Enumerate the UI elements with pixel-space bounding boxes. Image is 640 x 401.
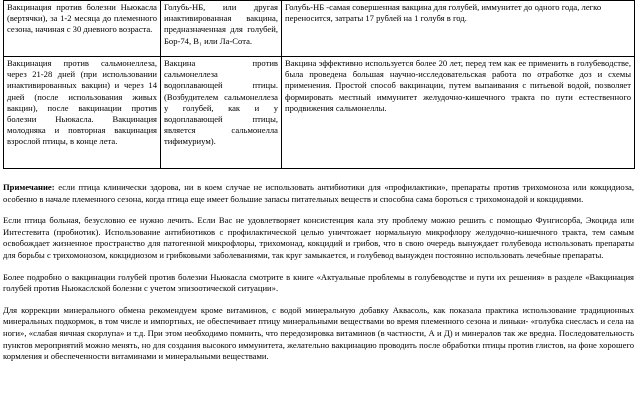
note-text: если птица клинически здорова, ни в коем случае не использовать антибиотики для «профилактики», препараты против трихомоноза или кокцидиоза, особенно в начале племенного сезона, когда птица еще имеет большие запасы питательных веществ и способна сама бороться с трихомонадой и кокцидиями.	[3, 182, 634, 204]
table-row	[4, 1, 635, 57]
vaccination-table	[3, 0, 635, 169]
treatment-paragraph: Если птица больная, безусловно ее нужно лечить. Если Вас не удовлетворяет консистенция кала эту проблему можно решить с помощью Фунгисорба, Экоцида или Интестевита (пробиотик). Использование антибиотиков с профилактической целью уничтожает нормальную микрофлору желудочно-кишечного тракта, тем самым освобождает жизненное пространство для патогенной микрофлоры, трихомонад, кокцидий и грибов, что в свою очередь вынуждает голубевода использовать препараты для борьбы с трихомонозом, кокцидиозом и грибковыми заболеваниями, так круг замыкается, и голубевод вынужден постоянно использовать лечебные препараты.	[3, 215, 634, 260]
table-row	[4, 57, 635, 169]
book-reference-paragraph: Более подробно о вакцинации голубей против болезни Ньюкасла смотрите в книге «Актуальные проблемы в голубеводстве и пути их решения» в разделе «Вакцинация голубей против Ньюкаслской болезни с учетом эпизоотической ситуации».	[3, 271, 634, 294]
table-cell: Вакцинация против сальмонеллеза, через 21-28 дней (при использовании инактивированных вакцин) и через 14 дней (после использования живых вакцин), после вакцинации против болезни Ньюкасла. Вакцинация молодняка и повторная вакцинация взрослой птицы, в конце лета.	[4, 57, 161, 169]
table-cell: Вакцина против сальмонеллеза водоплавающей птицы. (Возбудителем сальмонеллеза у голубей, как и у водоплавающей птицы, является сальмонелла тифимуриум).	[161, 57, 282, 169]
note-label: Примечание:	[3, 182, 55, 192]
table-cell: Вакцинация против болезни Ньюкасла (вертячки), за 1-2 месяца до племенного сезона, начиная с 30 дневного возраста.	[4, 1, 161, 57]
note-paragraph	[3, 182, 634, 205]
notes-section	[3, 182, 634, 373]
table-cell: Голубь-НБ -самая совершенная вакцина для голубей, иммунитет до одного года, легко переносится, затраты 17 рублей на 1 голубя в год.	[282, 1, 635, 57]
table-cell: Вакцина эффективно используется более 20 лет, перед тем как ее применить в голубеводстве, была проведена большая научно-исследовательская работа по отработке доз и схемы применения. Простой способ вакцинации, путем выпаивания с питьевой водой, позволяет формировать местный иммунитет желудочно-кишечного тракта по пути естественного продвижения сальмонеллы.	[282, 57, 635, 169]
mineral-paragraph: Для коррекции минерального обмена рекомендуем кроме витаминов, с водой минеральную добавку Аквасоль, как показала практика использование традиционных минеральных подкормок, в том числе и импортных, не обеспечивает птицу минеральными веществами во время племенного сезона и линьки- «голубка снесласъ и села на ноги», «слабая яичная скорлупа» и т.д. При этом необходимо помнить, что передозировка витаминов (в частности, А и Д) и минералов так же вредна. Последовательность пунктов мероприятий можно менять, но для создания высокого иммунитета, желательно вакцинацию проводить после обработки птицы против глистов, на фоне хорошего кормления и обеспеченности витаминами и минеральными веществами.	[3, 304, 634, 362]
table-cell: Голубь-НБ, или другая инактивированная вакцина, предназначенная для голубей, Бор-74, В₁ или Ла-Сота.	[161, 1, 282, 57]
